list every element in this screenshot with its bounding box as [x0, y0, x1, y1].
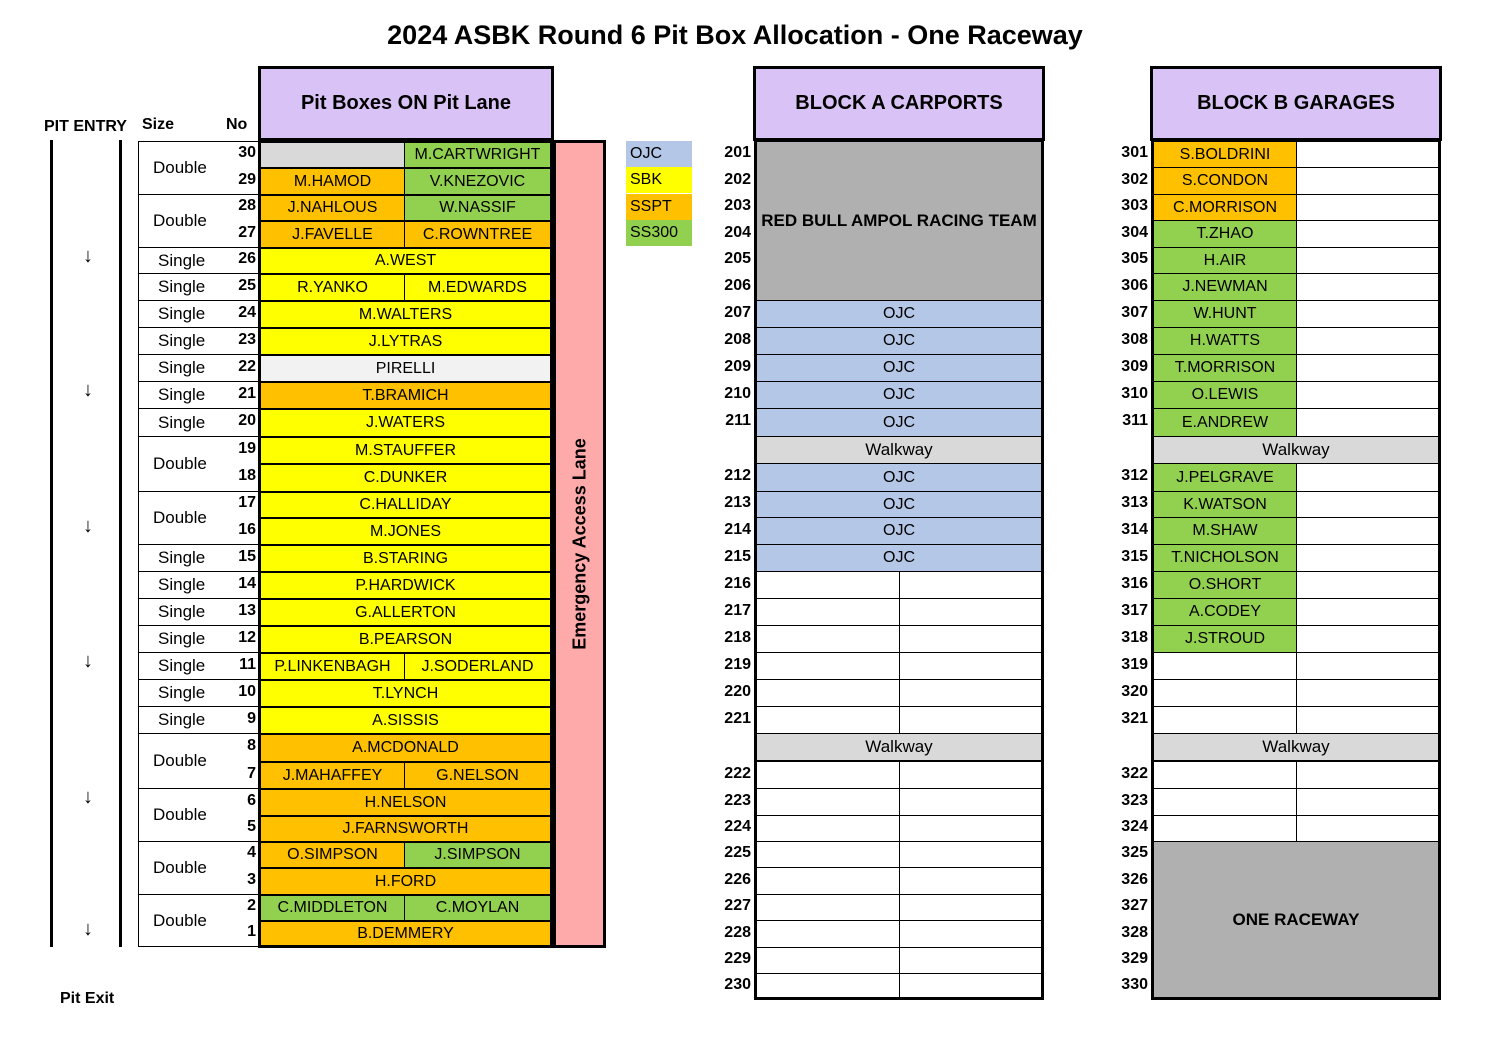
garage-cell-right — [1296, 381, 1441, 409]
size-label: Single — [138, 571, 258, 599]
garage-number: 315 — [1121, 547, 1148, 565]
size-label: Single — [138, 354, 258, 382]
garage-cell-right — [1296, 463, 1441, 492]
carport-number: 211 — [725, 412, 751, 429]
pit-box-cell-right: G.NELSON — [404, 761, 553, 789]
pit-lane-line-left — [50, 140, 53, 947]
garage-cell-left: J.PELGRAVE — [1151, 463, 1297, 492]
block-a-header: BLOCK A CARPORTS — [753, 66, 1045, 141]
pit-box-cell-right: M.CARTWRIGHT — [404, 141, 553, 168]
carport-number: 229 — [724, 950, 751, 967]
garage-cell-right — [1296, 247, 1441, 274]
pit-box-cell: A.SISSIS — [258, 706, 553, 734]
pit-box-cell-left: C.MIDDLETON — [258, 894, 405, 921]
carport-number: 210 — [724, 384, 751, 402]
carport-cell-left — [754, 894, 900, 921]
garage-cell-left: E.ANDREW — [1151, 408, 1297, 437]
carport-cell-left — [754, 679, 900, 707]
pit-box-number: 20 — [238, 412, 256, 429]
carport-number: 214 — [724, 520, 751, 538]
pit-box-cell: T.LYNCH — [258, 679, 553, 707]
pit-box-number: 28 — [238, 197, 256, 214]
garage-cell-right — [1296, 141, 1441, 168]
garage-number: 311 — [1122, 412, 1148, 429]
carport-cell-right — [899, 761, 1044, 789]
size-label: Single — [138, 408, 258, 437]
size-label: Single — [138, 273, 258, 301]
pit-box-number: 8 — [247, 737, 256, 754]
garage-cell-right — [1296, 571, 1441, 599]
garage-cell-right — [1296, 706, 1441, 734]
pit-lane-line-right — [119, 140, 122, 947]
down-arrow-icon: ↓ — [83, 918, 93, 940]
pit-box-number: 14 — [238, 574, 256, 592]
size-label: Single — [138, 679, 258, 707]
walkway-block-b: Walkway — [1151, 436, 1441, 464]
pit-box-number: 18 — [238, 467, 256, 484]
garage-cell-left: M.SHAW — [1151, 517, 1297, 545]
garage-number: 302 — [1121, 170, 1148, 188]
size-label: Double — [138, 788, 258, 842]
garage-cell-left — [1151, 652, 1297, 680]
carport-cell: OJC — [754, 354, 1044, 382]
carport-number: 226 — [724, 870, 751, 888]
pit-box-number: 24 — [238, 303, 256, 321]
garage-cell-left: O.LEWIS — [1151, 381, 1297, 409]
no-column-header: No — [226, 116, 248, 133]
garage-number: 325 — [1121, 844, 1148, 861]
carport-cell-right — [899, 706, 1044, 734]
carport-cell: OJC — [754, 544, 1044, 572]
garage-cell-left: C.MORRISON — [1151, 194, 1297, 221]
pit-box-number: 7 — [247, 764, 256, 782]
legend-item-ojc: OJC — [626, 141, 692, 167]
size-label: Double — [138, 436, 258, 492]
garage-cell-left — [1151, 706, 1297, 734]
size-column-header: Size — [142, 116, 175, 133]
size-label: Double — [138, 894, 258, 947]
pit-box-number: 27 — [238, 223, 256, 241]
carport-cell-left — [754, 973, 900, 1000]
pit-box-cell: J.WATERS — [258, 408, 553, 437]
pit-box-cell-left — [258, 141, 405, 168]
carport-cell-left — [754, 652, 900, 680]
size-label: Double — [138, 491, 258, 545]
carport-cell: OJC — [754, 327, 1044, 355]
garage-cell-left: T.ZHAO — [1151, 220, 1297, 248]
garage-cell-right — [1296, 625, 1441, 653]
pit-entry-label: PIT ENTRY — [44, 118, 127, 135]
garage-number: 322 — [1121, 764, 1148, 782]
pit-box-cell: J.FARNSWORTH — [258, 815, 553, 842]
garage-cell-left: S.BOLDRINI — [1151, 141, 1297, 168]
pit-box-cell-right: C.ROWNTREE — [404, 220, 553, 248]
pit-box-cell: J.LYTRAS — [258, 327, 553, 355]
carport-number: 208 — [724, 330, 751, 348]
garage-number: 324 — [1121, 818, 1148, 835]
carport-number: 218 — [724, 628, 751, 646]
carport-cell-left — [754, 706, 900, 734]
page-title: 2024 ASBK Round 6 Pit Box Allocation - One Raceway — [387, 20, 1083, 50]
pit-box-number: 23 — [238, 330, 256, 348]
pit-box-number: 19 — [238, 439, 256, 457]
garage-number: 310 — [1121, 384, 1148, 402]
pit-box-cell-left: P.LINKENBAGH — [258, 652, 405, 680]
carport-number: 206 — [724, 276, 751, 294]
pit-box-number: 4 — [247, 844, 256, 861]
pit-box-number: 30 — [238, 144, 256, 161]
pit-box-cell: PIRELLI — [258, 354, 553, 382]
garage-number: 307 — [1121, 303, 1148, 321]
garage-cell-left: J.NEWMAN — [1151, 273, 1297, 301]
carport-cell: OJC — [754, 408, 1044, 437]
garage-cell-right — [1296, 598, 1441, 626]
garage-number: 316 — [1121, 574, 1148, 592]
carport-cell-right — [899, 973, 1044, 1000]
carport-cell-left — [754, 867, 900, 895]
garage-cell-right — [1296, 194, 1441, 221]
garage-cell-left: H.AIR — [1151, 247, 1297, 274]
carport-number: 216 — [724, 574, 751, 592]
garage-cell-right — [1296, 517, 1441, 545]
garage-cell-right — [1296, 544, 1441, 572]
carport-number: 204 — [724, 223, 751, 241]
carport-cell-right — [899, 894, 1044, 921]
garage-number: 308 — [1121, 330, 1148, 348]
carport-cell-left — [754, 571, 900, 599]
pit-box-number: 17 — [238, 494, 256, 511]
size-label: Single — [138, 625, 258, 653]
carport-cell-right — [899, 841, 1044, 868]
carport-cell-right — [899, 815, 1044, 842]
carport-number: 207 — [724, 303, 751, 321]
size-label: Single — [138, 247, 258, 274]
garage-cell-right — [1296, 273, 1441, 301]
carport-cell: OJC — [754, 381, 1044, 409]
carport-cell-left — [754, 841, 900, 868]
garage-number: 317 — [1121, 601, 1148, 619]
garage-cell-right — [1296, 788, 1441, 816]
carport-number: 203 — [724, 197, 751, 214]
pit-box-number: 26 — [238, 250, 256, 267]
carport-cell-left — [754, 598, 900, 626]
garage-cell-left: W.HUNT — [1151, 300, 1297, 328]
down-arrow-icon: ↓ — [83, 379, 93, 401]
legend-item-sbk: SBK — [626, 167, 692, 193]
pit-box-cell: H.NELSON — [258, 788, 553, 816]
carport-cell-left — [754, 920, 900, 948]
carport-cell-right — [899, 679, 1044, 707]
size-label: Double — [138, 841, 258, 895]
carport-cell-left — [754, 788, 900, 816]
garage-cell-right — [1296, 408, 1441, 437]
garage-number: 321 — [1121, 709, 1148, 727]
garage-cell-left: T.MORRISON — [1151, 354, 1297, 382]
pit-box-cell-left: O.SIMPSON — [258, 841, 405, 868]
pit-box-number: 16 — [238, 520, 256, 538]
pit-box-cell-right: W.NASSIF — [404, 194, 553, 221]
pit-box-cell-right: J.SODERLAND — [404, 652, 553, 680]
pit-box-number: 9 — [247, 709, 256, 727]
garage-number: 323 — [1121, 791, 1148, 809]
carport-number: 217 — [724, 601, 751, 619]
pit-box-number: 6 — [247, 791, 256, 809]
pit-box-number: 29 — [238, 170, 256, 188]
down-arrow-icon: ↓ — [83, 245, 93, 267]
pit-box-cell-right: C.MOYLAN — [404, 894, 553, 921]
pit-box-cell-left: J.FAVELLE — [258, 220, 405, 248]
carport-cell: OJC — [754, 517, 1044, 545]
carport-cell: OJC — [754, 300, 1044, 328]
pit-box-number: 3 — [247, 870, 256, 888]
pit-exit-label: Pit Exit — [60, 990, 115, 1007]
garage-number: 314 — [1121, 520, 1148, 538]
carport-number: 209 — [724, 357, 751, 375]
pit-box-number: 11 — [239, 655, 256, 673]
emergency-access-lane — [553, 140, 606, 948]
garage-cell-left: S.CONDON — [1151, 167, 1297, 195]
pit-box-cell: M.JONES — [258, 517, 553, 545]
garage-cell-left — [1151, 815, 1297, 842]
pit-box-number: 5 — [247, 818, 256, 835]
pit-box-cell: C.HALLIDAY — [258, 491, 553, 518]
size-label: Double — [138, 194, 258, 248]
pit-box-cell-left: M.HAMOD — [258, 167, 405, 195]
size-label: Single — [138, 381, 258, 409]
garage-cell-left: T.NICHOLSON — [1151, 544, 1297, 572]
carport-number: 205 — [724, 250, 751, 267]
carport-cell-right — [899, 571, 1044, 599]
garage-number: 313 — [1121, 494, 1148, 511]
emergency-access-lane-label: Emergency Access Lane — [569, 438, 589, 650]
garage-cell-right — [1296, 815, 1441, 842]
pit-box-cell: G.ALLERTON — [258, 598, 553, 626]
pit-box-cell-left: J.MAHAFFEY — [258, 761, 405, 789]
garage-cell-right — [1296, 220, 1441, 248]
block-b-header: BLOCK B GARAGES — [1150, 66, 1442, 141]
garage-cell-left — [1151, 761, 1297, 789]
carport-cell-right — [899, 788, 1044, 816]
garage-cell-right — [1296, 300, 1441, 328]
pit-box-number: 10 — [238, 682, 256, 700]
carport-number: 219 — [724, 655, 751, 673]
garage-number: 309 — [1121, 357, 1148, 375]
garage-number: 327 — [1121, 897, 1148, 914]
size-label: Single — [138, 327, 258, 355]
down-arrow-icon: ↓ — [83, 786, 93, 808]
carport-number: 220 — [724, 682, 751, 700]
garage-cell-right — [1296, 761, 1441, 789]
garage-cell-left — [1151, 679, 1297, 707]
carport-number: 213 — [724, 494, 751, 511]
carport-cell-right — [899, 598, 1044, 626]
pit-box-cell-right: V.KNEZOVIC — [404, 167, 553, 195]
garage-cell-right — [1296, 327, 1441, 355]
carport-cell-right — [899, 867, 1044, 895]
carport-cell-right — [899, 652, 1044, 680]
down-arrow-icon: ↓ — [83, 650, 93, 672]
pit-box-cell-right: M.EDWARDS — [404, 273, 553, 301]
legend-item-sspt: SSPT — [626, 194, 692, 220]
walkway-block-a: Walkway — [754, 436, 1044, 464]
carport-cell-right — [899, 625, 1044, 653]
pit-box-cell: B.STARING — [258, 544, 553, 572]
size-label: Double — [138, 141, 258, 195]
garage-number: 306 — [1121, 276, 1148, 294]
size-label: Single — [138, 706, 258, 734]
pit-box-number: 2 — [247, 897, 256, 914]
pit-box-number: 12 — [238, 628, 256, 646]
pit-box-cell: A.MCDONALD — [258, 733, 553, 762]
garage-number: 305 — [1121, 250, 1148, 267]
pit-box-number: 21 — [238, 384, 256, 402]
carport-number: 212 — [724, 467, 751, 484]
garage-cell-left — [1151, 788, 1297, 816]
garage-number: 329 — [1121, 950, 1148, 967]
pit-box-number: 25 — [238, 276, 256, 294]
carport-cell-left — [754, 815, 900, 842]
pit-box-cell: H.FORD — [258, 867, 553, 895]
down-arrow-icon: ↓ — [83, 515, 93, 537]
carport-number: 230 — [724, 976, 751, 993]
carport-cell: OJC — [754, 463, 1044, 492]
garage-number: 312 — [1121, 467, 1148, 484]
pit-box-cell-left: R.YANKO — [258, 273, 405, 301]
garage-number: 320 — [1121, 682, 1148, 700]
carport-cell: OJC — [754, 491, 1044, 518]
pit-box-cell-right: J.SIMPSON — [404, 841, 553, 868]
carport-number: 223 — [724, 791, 751, 809]
pit-box-number: 22 — [238, 357, 256, 375]
carport-number: 201 — [724, 144, 751, 161]
pit-box-number: 1 — [247, 923, 256, 940]
size-label: Double — [138, 733, 258, 789]
carport-number: 221 — [724, 709, 751, 727]
carport-cell-right — [899, 920, 1044, 948]
carport-number: 224 — [724, 818, 751, 835]
carport-cell-left — [754, 761, 900, 789]
red-bull-team-block: RED BULL AMPOL RACING TEAM — [754, 141, 1044, 301]
garage-number: 326 — [1121, 870, 1148, 888]
carport-number: 222 — [724, 764, 751, 782]
pit-box-cell: P.HARDWICK — [258, 571, 553, 599]
carport-number: 225 — [724, 844, 751, 861]
pit-box-cell: B.PEARSON — [258, 625, 553, 653]
pit-lane-bottom-border — [258, 945, 553, 948]
garage-cell-left: J.STROUD — [1151, 625, 1297, 653]
carport-number: 202 — [724, 170, 751, 188]
garage-number: 303 — [1121, 197, 1148, 214]
garage-number: 330 — [1121, 976, 1148, 993]
legend-item-ss300: SS300 — [626, 220, 692, 246]
walkway-block-b: Walkway — [1151, 733, 1441, 761]
garage-cell-left: A.CODEY — [1151, 598, 1297, 626]
garage-cell-right — [1296, 491, 1441, 518]
pit-box-cell: C.DUNKER — [258, 463, 553, 492]
block-a-bottom-border — [754, 997, 1044, 1000]
carport-cell-right — [899, 947, 1044, 974]
carport-number: 228 — [724, 923, 751, 941]
carport-cell-left — [754, 947, 900, 974]
garage-number: 318 — [1121, 628, 1148, 646]
garage-number: 301 — [1121, 144, 1148, 161]
pit-lane-header: Pit Boxes ON Pit Lane — [258, 66, 554, 141]
garage-cell-right — [1296, 167, 1441, 195]
garage-number: 304 — [1121, 223, 1148, 241]
size-label: Single — [138, 544, 258, 572]
pit-box-number: 13 — [238, 601, 256, 619]
size-label: Single — [138, 652, 258, 680]
size-label: Single — [138, 598, 258, 626]
garage-number: 319 — [1121, 655, 1148, 673]
pit-box-number: 15 — [238, 547, 256, 565]
pit-box-cell: M.STAUFFER — [258, 436, 553, 464]
garage-cell-right — [1296, 679, 1441, 707]
pit-box-cell: B.DEMMERY — [258, 920, 553, 947]
pit-box-cell: A.WEST — [258, 247, 553, 274]
carport-cell-left — [754, 625, 900, 653]
pit-box-cell: T.BRAMICH — [258, 381, 553, 409]
pit-box-cell-left: J.NAHLOUS — [258, 194, 405, 221]
pit-box-cell: M.WALTERS — [258, 300, 553, 328]
garage-cell-left: K.WATSON — [1151, 491, 1297, 518]
garage-number: 328 — [1121, 923, 1148, 941]
one-raceway-block: ONE RACEWAY — [1151, 841, 1441, 1000]
carport-number: 215 — [724, 547, 751, 565]
garage-cell-right — [1296, 354, 1441, 382]
walkway-block-a: Walkway — [754, 733, 1044, 761]
garage-cell-right — [1296, 652, 1441, 680]
garage-cell-left: O.SHORT — [1151, 571, 1297, 599]
garage-cell-left: H.WATTS — [1151, 327, 1297, 355]
carport-number: 227 — [724, 897, 751, 914]
size-label: Single — [138, 300, 258, 328]
